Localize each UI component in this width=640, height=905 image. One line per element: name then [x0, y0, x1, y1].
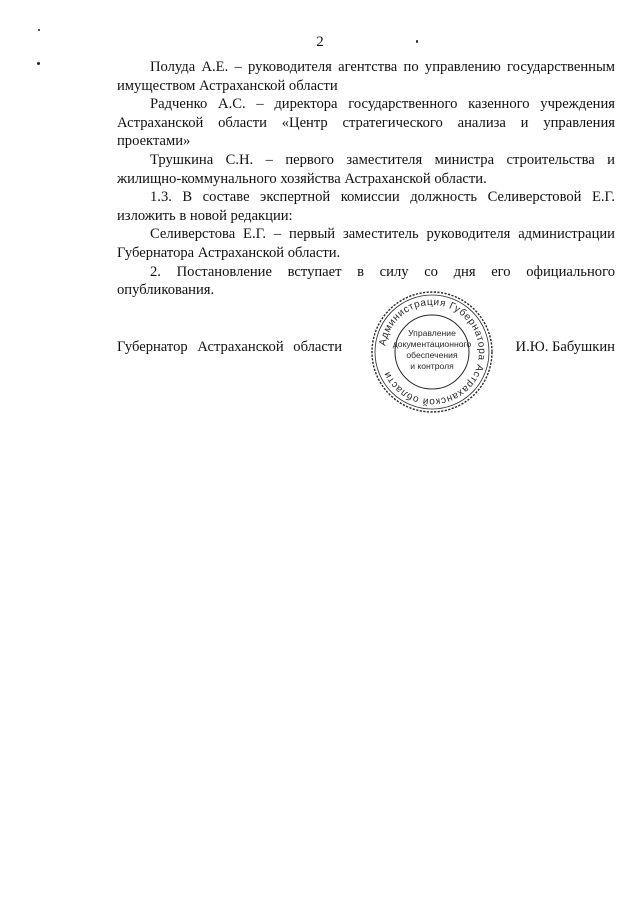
- signature-block: [117, 339, 615, 359]
- paragraph-item-2: 2. Постановление вступает в силу со дня его официального опубликования.: [117, 263, 615, 299]
- page-number: 2: [316, 34, 324, 50]
- seal-line-1: Управление: [408, 328, 456, 338]
- paragraph-radchenko: Радченко А.С. – директора государственного казенного учреждения Астраханской области «Центр стратегического анализа и управления проектами»: [117, 96, 615, 150]
- seal-ring-text: Администрация Губернатора Астраханской области: [377, 296, 488, 408]
- paragraph-poluda: Полуда А.Е. – руководителя агентства по управлению государственным имуществом Астраханской области: [117, 59, 615, 94]
- paragraph-item-1-3: 1.3. В составе экспертной комиссии должность Селиверстовой Е.Г. изложить в новой редакции:: [117, 189, 615, 224]
- seal-line-3: обеспечения: [406, 350, 458, 360]
- official-seal: [368, 288, 496, 416]
- seal-line-4: и контроля: [410, 361, 454, 371]
- seal-line-2: документационного: [392, 339, 472, 349]
- scan-speck: [38, 29, 40, 31]
- paragraph-seliverstova: Селиверстова Е.Г. – первый заместитель руководителя администрации Губернатора Астраханской области.: [117, 226, 615, 261]
- scan-speck: [416, 40, 418, 43]
- signer-position: Губернатор Астраханской области: [117, 339, 343, 355]
- scan-speck: [37, 62, 40, 65]
- signer-name: И.Ю. Бабушкин: [515, 339, 615, 355]
- document-body: [117, 58, 615, 300]
- paragraph-trushkina: Трушкина С.Н. – первого заместителя министра строительства и жилищно-коммунального хозяйства Астраханской области.: [117, 151, 615, 187]
